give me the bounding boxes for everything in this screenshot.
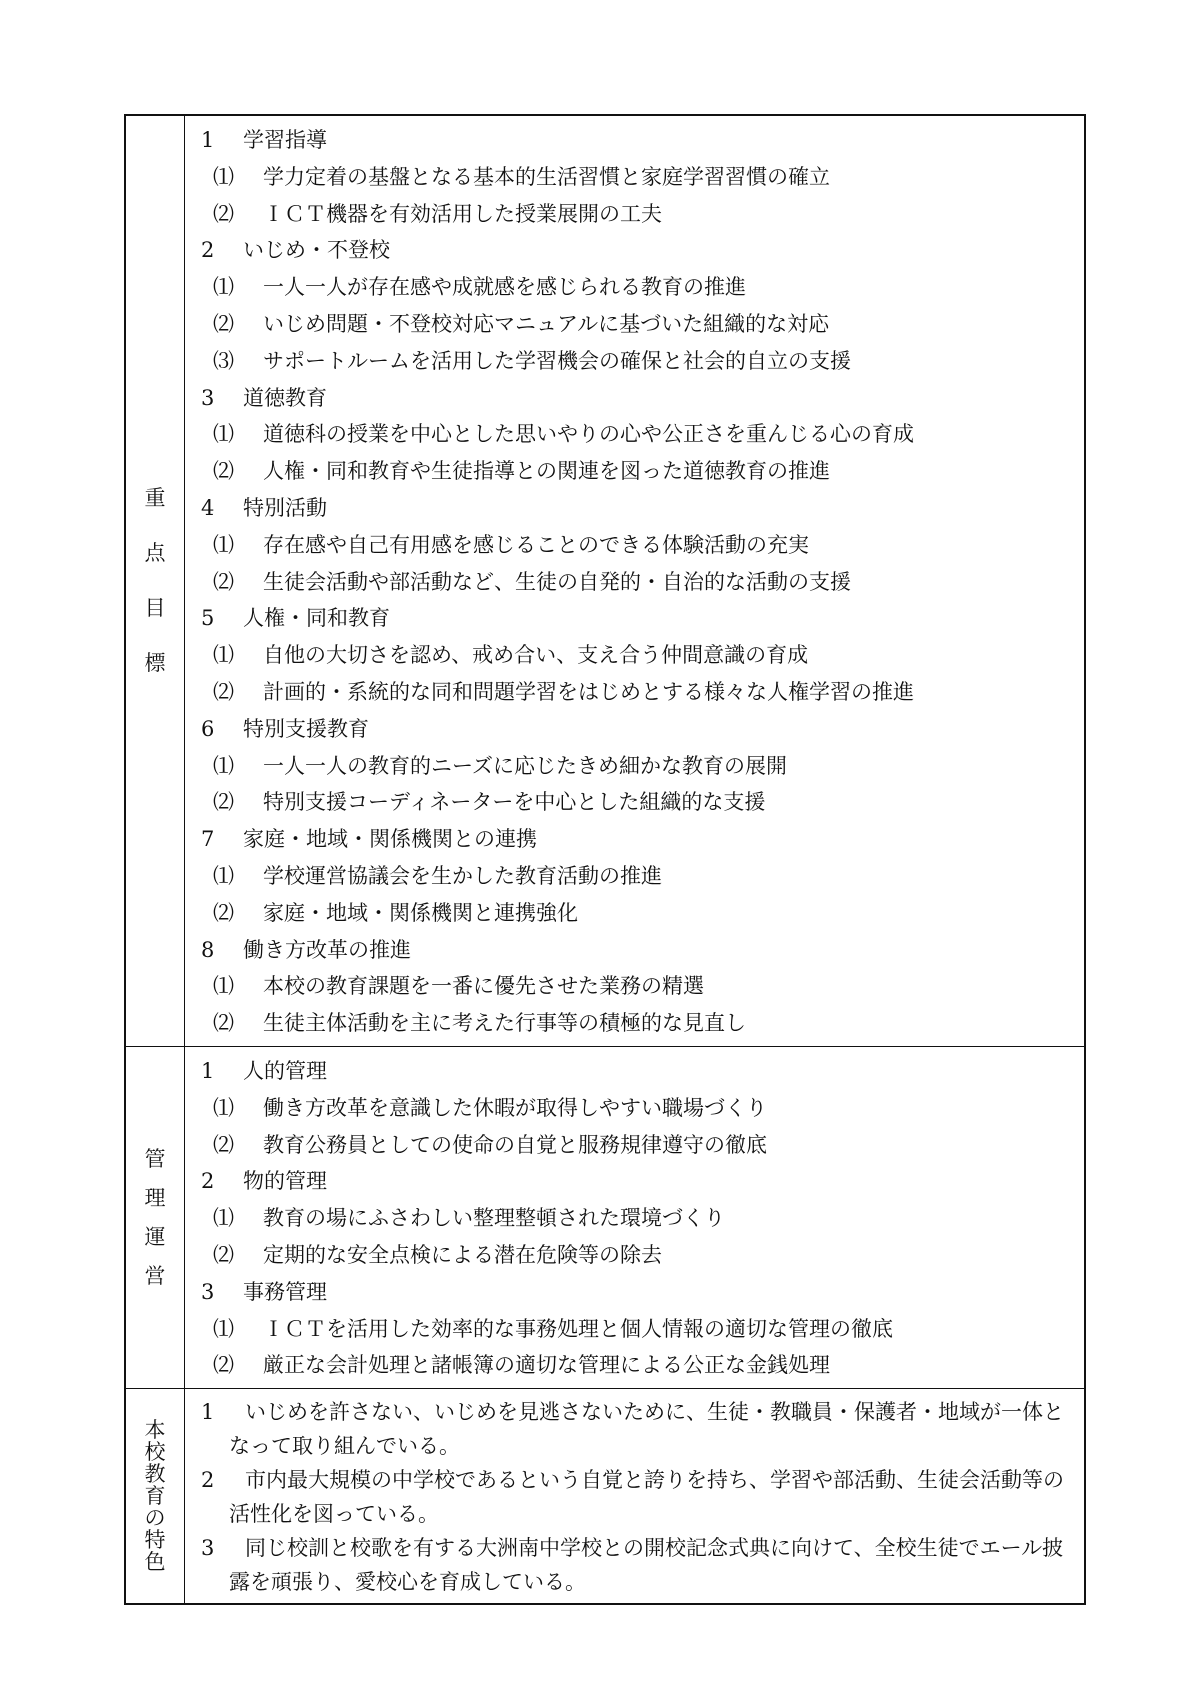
goal-item-text: 生徒会活動や部活動など、生徒の自発的・自治的な活動の支援 — [263, 569, 851, 594]
group-number: 5 — [201, 606, 215, 631]
section-label-char: 点 — [144, 540, 166, 565]
goal-item-text: 家庭・地域・関係機関と連携強化 — [263, 900, 578, 925]
goal-item-number: ⑵ — [213, 1011, 234, 1036]
table-body — [125, 115, 1085, 1604]
goal-item-number: ⑵ — [213, 201, 234, 226]
group-number: 6 — [201, 716, 215, 741]
group-heading — [201, 711, 1076, 748]
group-heading — [201, 122, 1076, 159]
feature-number: 2 — [201, 1468, 215, 1493]
section-label-char: 特 — [144, 1528, 166, 1553]
section-label-cell — [125, 115, 185, 1046]
goal-item-text: 働き方改革を意識した休暇が取得しやすい職場づくり — [263, 1095, 767, 1120]
section-label-char: 教 — [144, 1462, 166, 1487]
goal-item-text: 自他の大切さを認め、戒め合い、支え合う仲間意識の育成 — [263, 643, 809, 668]
goal-item-number: ⑵ — [213, 900, 234, 925]
group-title: 物的管理 — [243, 1169, 327, 1194]
goal-item-number: ⑴ — [213, 1316, 234, 1341]
goal-item — [201, 858, 1076, 895]
group-heading — [201, 932, 1076, 969]
goal-item-text: サポートルームを活用した学習機会の確保と社会的自立の支援 — [263, 348, 851, 373]
goal-item-text: いじめ問題・不登校対応マニュアルに基づいた組織的な対応 — [263, 311, 830, 336]
section-label-char: 育 — [144, 1484, 166, 1509]
goal-item — [201, 674, 1076, 711]
feature-text: 市内最大規模の中学校であるという自覚と誇りを持ち、学習や部活動、生徒会活動等の活性化を図っている。 — [229, 1468, 1064, 1527]
goal-item-number: ⑶ — [213, 348, 234, 373]
feature-paragraph — [201, 1531, 1076, 1599]
group-number: 4 — [201, 495, 215, 520]
section-label-char: 重 — [144, 485, 166, 510]
goal-item-text: 一人一人の教育的ニーズに応じたきめ細かな教育の展開 — [263, 753, 787, 778]
group-title: 事務管理 — [243, 1279, 327, 1304]
group-number: 8 — [201, 937, 215, 962]
goal-item-text: 教育公務員としての使命の自覚と服務規律遵守の徹底 — [263, 1132, 767, 1157]
goal-item-text: 道徳科の授業を中心とした思いやりの心や公正さを重んじる心の育成 — [263, 422, 914, 447]
goal-item — [201, 968, 1076, 1005]
goal-item — [201, 1237, 1076, 1274]
group-title: 人的管理 — [243, 1058, 327, 1083]
section-label-char: 営 — [144, 1263, 166, 1288]
goal-item — [201, 269, 1076, 306]
goal-item-number: ⑴ — [213, 643, 234, 668]
goal-item — [201, 895, 1076, 932]
group-heading — [201, 1053, 1076, 1090]
goal-item-text: ＩＣＴを活用した効率的な事務処理と個人情報の適切な管理の徹底 — [263, 1316, 893, 1341]
section-label-char: 理 — [144, 1185, 166, 1210]
goal-item-text: 学校運営協議会を生かした教育活動の推進 — [263, 863, 662, 888]
section-label-cell — [125, 1046, 185, 1388]
section-label-char: 運 — [144, 1224, 166, 1249]
section-label-char: 標 — [144, 650, 166, 675]
goal-item-text: 厳正な会計処理と諸帳簿の適切な管理による公正な金銭処理 — [263, 1353, 830, 1378]
goal-item-number: ⑴ — [213, 753, 234, 778]
goal-item-number: ⑴ — [213, 275, 234, 300]
goal-item-text: 計画的・系統的な同和問題学習をはじめとする様々な人権学習の推進 — [263, 679, 914, 704]
goal-item-number: ⑵ — [213, 459, 234, 484]
goal-item — [201, 159, 1076, 196]
group-number: 2 — [201, 238, 215, 263]
goal-item — [201, 1347, 1076, 1384]
section-content-cell — [185, 1046, 1086, 1388]
group-title: 特別支援教育 — [243, 716, 369, 741]
goal-item-number: ⑴ — [213, 532, 234, 557]
goal-item-text: 本校の教育課題を一番に優先させた業務の精選 — [263, 974, 704, 999]
section-label-char: 本 — [144, 1418, 166, 1443]
section-label — [126, 1419, 184, 1573]
feature-text: いじめを許さない、いじめを見逃さないために、生徒・教職員・保護者・地域が一体となって取り組んでいる。 — [229, 1400, 1064, 1459]
group-number: 1 — [201, 128, 215, 152]
goal-item-number: ⑴ — [213, 1095, 234, 1120]
feature-paragraph — [201, 1463, 1076, 1531]
group-heading — [201, 821, 1076, 858]
goal-item — [201, 453, 1076, 490]
goal-item-text: 存在感や自己有用感を感じることのできる体験活動の充実 — [263, 532, 809, 557]
goal-item — [201, 637, 1076, 674]
section-label-char: 色 — [144, 1550, 166, 1575]
group-number: 1 — [201, 1058, 215, 1083]
group-title: 特別活動 — [243, 495, 327, 520]
goal-item-text: 学力定着の基盤となる基本的生活習慣と家庭学習習慣の確立 — [263, 164, 830, 189]
goal-item-number: ⑵ — [213, 790, 234, 815]
goal-item — [201, 527, 1076, 564]
goal-item — [201, 196, 1076, 233]
group-title: 人権・同和教育 — [243, 606, 390, 631]
goal-item-text: 生徒主体活動を主に考えた行事等の積極的な見直し — [263, 1011, 746, 1036]
section-row — [125, 1046, 1085, 1388]
section-label-cell — [125, 1389, 185, 1605]
goal-item — [201, 784, 1076, 821]
feature-paragraph — [201, 1395, 1076, 1463]
feature-text: 同じ校訓と校歌を有する大洲南中学校との開校記念式典に向けて、全校生徒でエール披露を頑張り、愛校心を育成している。 — [229, 1536, 1064, 1595]
section-row — [125, 1389, 1085, 1605]
goal-item-number: ⑵ — [213, 311, 234, 336]
goal-item-number: ⑵ — [213, 1353, 234, 1378]
feature-number: 1 — [201, 1400, 215, 1425]
goal-item-text: 定期的な安全点検による潜在危険等の除去 — [263, 1242, 662, 1267]
goal-item-number: ⑴ — [213, 164, 234, 189]
goal-item-text: 教育の場にふさわしい整理整頓された環境づくり — [263, 1206, 725, 1231]
goal-item-number: ⑵ — [213, 569, 234, 594]
section-row — [125, 115, 1085, 1046]
section-label-char: 目 — [144, 595, 166, 620]
group-heading — [201, 1274, 1076, 1311]
goal-item-number: ⑴ — [213, 422, 234, 447]
goal-item-text: 人権・同和教育や生徒指導との関連を図った道徳教育の推進 — [263, 459, 830, 484]
section-label-char: 校 — [144, 1440, 166, 1465]
goal-item — [201, 416, 1076, 453]
goal-item-number: ⑴ — [213, 863, 234, 888]
goal-item-number: ⑴ — [213, 1206, 234, 1231]
group-heading — [201, 1163, 1076, 1200]
goal-item-text: ＩＣＴ機器を有効活用した授業展開の工夫 — [263, 201, 662, 226]
goal-item — [201, 1311, 1076, 1348]
feature-number: 3 — [201, 1536, 215, 1561]
section-content-cell — [185, 115, 1086, 1046]
goal-item-number: ⑵ — [213, 1242, 234, 1267]
group-number: 2 — [201, 1169, 215, 1194]
section-label-char: 管 — [144, 1146, 166, 1171]
goal-item — [201, 1200, 1076, 1237]
section-content-cell — [185, 1389, 1086, 1605]
goal-item — [201, 748, 1076, 785]
goal-item-number: ⑵ — [213, 1132, 234, 1157]
goal-item — [201, 1127, 1076, 1164]
goal-item — [201, 343, 1076, 380]
group-title: 道徳教育 — [243, 385, 327, 410]
section-label-char: の — [144, 1506, 166, 1531]
group-heading — [201, 490, 1076, 527]
group-number: 7 — [201, 827, 215, 852]
section-label — [126, 1140, 184, 1296]
goal-item-text: 一人一人が存在感や成就感を感じられる教育の推進 — [263, 275, 746, 300]
group-title: 働き方改革の推進 — [243, 937, 411, 962]
goal-item — [201, 564, 1076, 601]
goal-item — [201, 306, 1076, 343]
goal-item — [201, 1090, 1076, 1127]
goal-item-text: 特別支援コーディネーターを中心とした組織的な支援 — [263, 790, 766, 815]
section-label — [126, 471, 184, 691]
goal-item — [201, 1005, 1076, 1042]
group-title: 家庭・地域・関係機関との連携 — [243, 827, 537, 852]
group-title: いじめ・不登校 — [243, 238, 390, 263]
group-title: 学習指導 — [243, 128, 327, 152]
group-number: 3 — [201, 385, 215, 410]
group-heading — [201, 380, 1076, 417]
group-number: 3 — [201, 1279, 215, 1304]
group-heading — [201, 232, 1076, 269]
goal-item-number: ⑴ — [213, 974, 234, 999]
goal-item-number: ⑵ — [213, 679, 234, 704]
group-heading — [201, 600, 1076, 637]
school-goals-table — [124, 114, 1086, 1605]
